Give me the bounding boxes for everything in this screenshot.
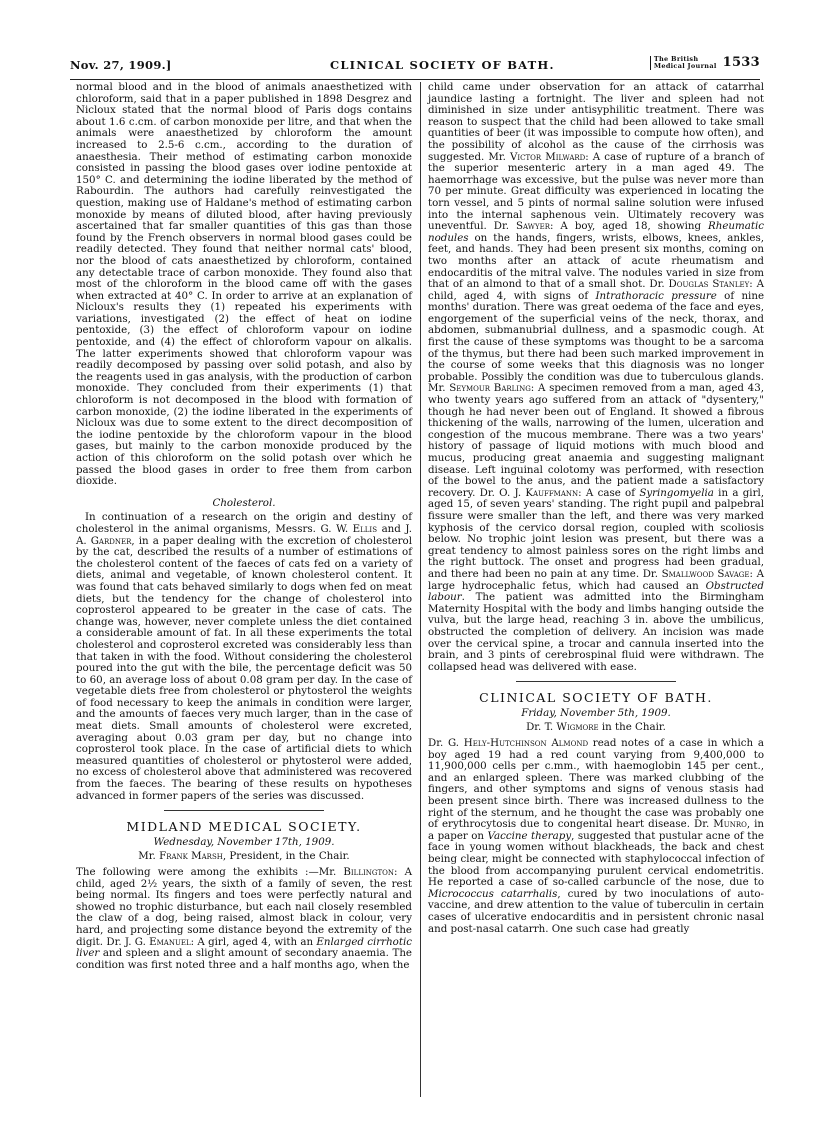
author-ellis: G. W. Ellis xyxy=(320,522,377,535)
running-header xyxy=(70,54,760,76)
bath-chair: Dr. T. Wigmore in the Chair. xyxy=(526,721,666,734)
right-column xyxy=(428,82,764,935)
subheading-cholesterol: Cholesterol. xyxy=(212,496,276,509)
paragraph-midland-exhibits: The following were among the exhibits :—Mr. Billington: A child, aged 2½ years, the sixth of a family of seven, the rest being normal. Its fingers and toes were perfectly natural and showed no trophic disturbance, but each nail closely resembled the claw of a dog, being raised, almost black in colour, very hard, and projecting some distance beyond the extremity of the digit. Dr. J. G. Emanuel: A girl, aged 4, with an Enlarged cirrhotic liver and spleen and a slight amount of secondary anaemia. The condition was first noted three and a half months ago, when the xyxy=(76,866,412,971)
heading-midland-medical-society: MIDLAND MEDICAL SOCIETY. xyxy=(126,819,362,835)
paragraph-midland-continued: child came under observation for an attack of catarrhal jaundice lasting a fortnight. The liver and spleen had not diminished in size under antisyphilitic treatment. There was reason to suspect that the child had been allowed to take small quantities of beer (it was impossible to compute how often), and the possibility of alcohol as the cause of the cirrhosis was suggested. Mr. Victor Milward: A case of rupture of a branch of the superior mesenteric artery in a man aged 49. The haemorrhage was excessive, but the pulse was never more than 70 per minute. Great difficulty was experienced in locating the torn vessel, and 5 pints of normal saline solution were infused into the internal saphenous vein. Ultimately recovery was uneventful. Dr. Sawyer: A boy, aged 18, showing Rheumatic nodules on the hands, fingers, wrists, elbows, knees, ankles, feet, and hands. They had been present six months, coming on two months after an attack of acute rheumatism and endocarditis of the mitral valve. The nodules varied in size from that of an almond to that of a small shot. Dr. Douglas Stanley: A child, aged 4, with signs of Intrathoracic pressure of nine months' duration. There was great oedema of the face and eyes, engorgement of the superficial veins of the neck, thorax, and abdomen, submanubrial dullness, and a spasmodic cough. At first the cause of these symptoms was thought to be a sarcoma of the thymus, but there had been such marked improvement in the course of some weeks that this diagnosis was no longer probable. Possibly the condition was due to tuberculous glands. Mr. Seymour Barling: A specimen removed from a man, aged 43, who twenty years ago suffered from an attack of "dysentery," though he had never been out of England. It showed a fibrous thickening of the walls, narrowing of the lumen, ulceration and congestion of the mucous membrane. There was a two years' history of passage of liquid motions with much blood and mucus, producing great anaemia and suggesting malignant disease. Left inguinal colotomy was performed, with resection of the bowel to the anus, and the patient made a satisfactory recovery. Dr. O. J. Kauffmann: A case of Syringomyelia in a girl, aged 15, of seven years' standing. The right pupil and palpebral fissure were smaller than the left, and there was very marked kyphosis of the cervico dorsal region, coupled with scoliosis below. No trophic joint lesion was present, but there was a great tendency to almost painless sores on the right limbs and the right buttock. The onset and progress had been gradual, and there had been no pain at any time. Dr. Smallwood Savage: A large hydrocephalic fetus, which had caused an Obstructed labour. The patient was admitted into the Birmingham Maternity Hospital with the body and limbs hanging outside the vulva, but the large head, reaching 3 in. above the umbilicus, obstructed the completion of delivery. An incision was made over the cervical spine, a trocar and cannula inserted into the brain, and 3 pints of cerebrospinal fluid were withdrawn. The collapsed head was delivered with ease. xyxy=(428,81,765,673)
running-title: CLINICAL SOCIETY OF BATH. xyxy=(330,58,555,72)
section-rule xyxy=(164,810,324,811)
author-gardner: J. A. Gardner xyxy=(76,522,412,547)
paragraph-cholesterol: In continuation of a research on the origin and destiny of cholesterol in the animal organisms, Messrs. G. W. Ellis and J. A. Gardner, in a paper dealing with the excretion of cholesterol by the cat, described the results of a number of estimations of the cholesterol content of the faeces of cats fed on a variety of diets, animal and vegetable, of known cholesterol content. It was found that cats behaved similarly to dogs when fed on meat diets, but the tendency for the change of cholesterol into coprosterol appeared to be greater in the case of cats. The change was, however, never complete unless the diet contained a considerable amount of fat. In all these experiments the total cholesterol and coprosterol excreted was considerably less than that taken in with the food. Without considering the cholesterol poured into the gut with the bile, the percentage deficit was 50 to 60, an average loss of about 0.08 gram per day. In the case of vegetable diets free from cholesterol or phytosterol the weights of food necessary to keep the animals in condition were larger, and the amounts of faeces very much larger, than in the case of meat diets. Small amounts of cholesterol were excreted, averaging about 0.03 gram per day, but no change into coprosterol took place. In the case of artificial diets to which measured quantities of cholesterol or phytosterol were added, no excess of cholesterol above that administered was recovered from the faeces. The bearing of these results on hypotheses advanced in former papers of the series was discussed. xyxy=(76,511,412,802)
section-rule-2 xyxy=(516,681,676,682)
paragraph-bath-proceedings: Dr. G. Hely-Hutchinson Almond read notes of a case in which a boy aged 19 had a red count varying from 9,400,000 to 11,900,000 cells per c.mm., with haemoglobin 145 per cent., and an enlarged spleen. There was marked clubbing of the fingers, and other symptoms and signs of venous stasis had been present since birth. There was increased dullness to the right of the sternum, and he thought the case was probably one of erythrocytosis due to congenital heart disease. Dr. Munro, in a paper on Vaccine therapy, suggested that pustular acne of the face in young women without blackheads, the back and chest being clear, might be connected with staphylococcal infection of the blood from accompanying purulent cervical endometritis. He reported a case of so-called carbuncle of the nose, due to Micrococcus catarrhalis, cured by two inoculations of auto-vaccine, and drew attention to the value of tuberculin in certain cases of ulcerative endocarditis and in persistent chronic nasal and post-nasal catarrh. One such case had greatly xyxy=(428,737,765,935)
issue-date: Nov. 27, 1909.] xyxy=(70,58,172,72)
midland-chair: Mr. Frank Marsh, President, in the Chair. xyxy=(138,850,350,863)
page-number: 1533 xyxy=(722,55,760,70)
bath-meeting-date: Friday, November 5th, 1909. xyxy=(521,706,671,719)
journal-name-line1: The British xyxy=(653,54,699,63)
heading-clinical-society-bath: CLINICAL SOCIETY OF BATH. xyxy=(479,690,713,706)
journal-mark xyxy=(650,55,760,70)
column-divider xyxy=(420,82,421,1097)
journal-name-line2: Medical Journal xyxy=(653,61,717,70)
header-rule xyxy=(70,79,760,80)
left-column xyxy=(76,82,412,971)
journal-name xyxy=(650,56,717,70)
midland-meeting-date: Wednesday, November 17th, 1909. xyxy=(153,835,335,848)
paragraph-carbon-monoxide: normal blood and in the blood of animals anaesthetized with chloroform, said that in a paper published in 1898 Desgrez and Nicloux stated that the normal blood of Paris dogs contains about 1.6 c.cm. of carbon monoxide per litre, and that when the animals were anaesthetized by chloroform the amount increased to 2.5-6 c.cm., according to the duration of anaesthesia. Their method of estimating carbon monoxide consisted in passing the blood gases over iodine pentoxide at 150° C. and determining the iodine liberated by the method of Rabourdin. The authors had carefully reinvestigated the question, making use of Haldane's method of estimating carbon monoxide by means of diluted blood, after having previously ascertained that far smaller quantities of this gas than those found by the French observers in normal blood gases could be readily detected. They found that neither normal cats' blood, nor the blood of cats anaesthetized by chloroform, contained any detectable trace of carbon monoxide. They found also that most of the chloroform in the blood came off with the gases when extracted at 40° C. In order to arrive at an explanation of Nicloux's results they (1) repeated his experiments with variations, investigated (2) the effect of heat on iodine pentoxide, (3) the effect of chloroform vapour on iodine pentoxide, and (4) the effect of chloroform vapour on alkalis. The latter experiments showed that chloroform vapour was readily decomposed by passing over solid potash, and also by the reagents used in gas analysis, with the production of carbon monoxide. They concluded from their experiments (1) that chloroform is not decomposed in the blood with formation of carbon monoxide, (2) the iodine liberated in the experiments of Nicloux was due to some extent to the direct decomposition of the iodine pentoxide by the chloroform vapour in the blood gases, but mainly to the carbon monoxide produced by the action of this chloroform on the solid potash over which he passed the blood gases in order to free them from carbon dioxide. xyxy=(76,81,412,488)
